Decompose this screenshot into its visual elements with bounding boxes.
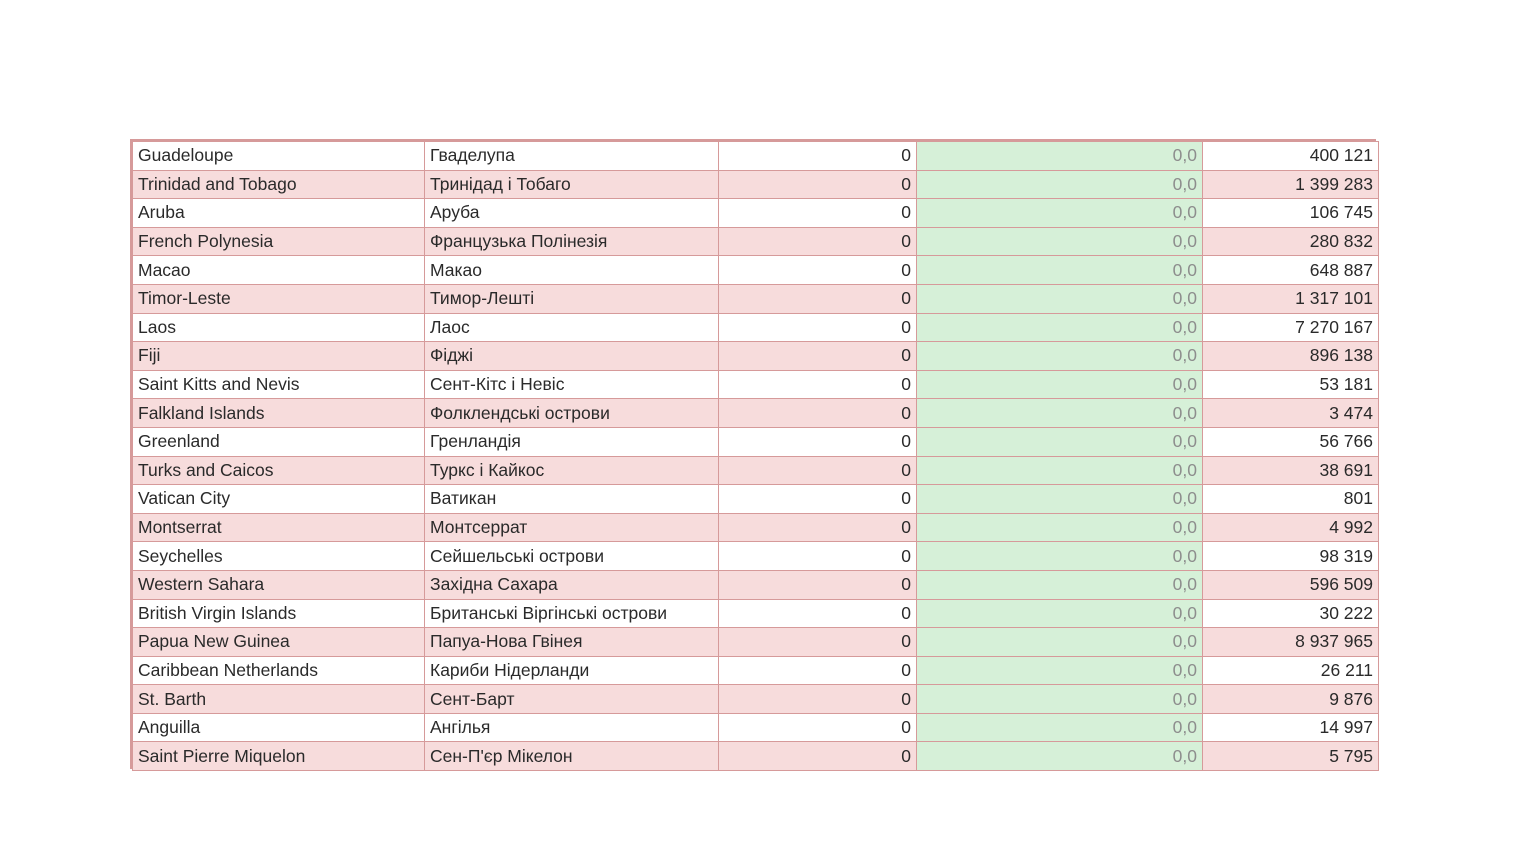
population-cell: 26 211 xyxy=(1203,656,1379,685)
count-cell: 0 xyxy=(719,685,917,714)
count-cell: 0 xyxy=(719,313,917,342)
count-cell: 0 xyxy=(719,370,917,399)
percent-cell: 0,0 xyxy=(917,456,1203,485)
population-cell: 9 876 xyxy=(1203,685,1379,714)
percent-cell: 0,0 xyxy=(917,199,1203,228)
country-name-uk-cell: Сейшельські острови xyxy=(425,542,719,571)
population-cell: 1 317 101 xyxy=(1203,284,1379,313)
percent-cell: 0,0 xyxy=(917,427,1203,456)
count-cell: 0 xyxy=(719,142,917,171)
percent-cell: 0,0 xyxy=(917,485,1203,514)
count-cell: 0 xyxy=(719,199,917,228)
population-cell: 3 474 xyxy=(1203,399,1379,428)
population-cell: 56 766 xyxy=(1203,427,1379,456)
country-name-uk-cell: Кариби Нідерланди xyxy=(425,656,719,685)
population-cell: 1 399 283 xyxy=(1203,170,1379,199)
percent-cell: 0,0 xyxy=(917,170,1203,199)
table-row xyxy=(133,256,1379,285)
country-name-en-cell: Aruba xyxy=(133,199,425,228)
count-cell: 0 xyxy=(719,170,917,199)
count-cell: 0 xyxy=(719,485,917,514)
table-row xyxy=(133,742,1379,771)
population-cell: 801 xyxy=(1203,485,1379,514)
table-row xyxy=(133,342,1379,371)
percent-cell: 0,0 xyxy=(917,628,1203,657)
count-cell: 0 xyxy=(719,513,917,542)
country-name-uk-cell: Ангілья xyxy=(425,713,719,742)
country-name-uk-cell: Фолклендські острови xyxy=(425,399,719,428)
table-row xyxy=(133,142,1379,171)
percent-cell: 0,0 xyxy=(917,713,1203,742)
percent-cell: 0,0 xyxy=(917,656,1203,685)
country-name-uk-cell: Сен-П'єр Мікелон xyxy=(425,742,719,771)
population-cell: 38 691 xyxy=(1203,456,1379,485)
table-row xyxy=(133,485,1379,514)
country-name-uk-cell: Французька Полінезія xyxy=(425,227,719,256)
country-name-en-cell: Timor-Leste xyxy=(133,284,425,313)
count-cell: 0 xyxy=(719,713,917,742)
country-name-uk-cell: Сент-Барт xyxy=(425,685,719,714)
country-name-uk-cell: Фіджі xyxy=(425,342,719,371)
country-name-en-cell: Western Sahara xyxy=(133,570,425,599)
country-name-en-cell: Turks and Caicos xyxy=(133,456,425,485)
country-name-uk-cell: Сент-Кітс і Невіс xyxy=(425,370,719,399)
percent-cell: 0,0 xyxy=(917,313,1203,342)
country-name-en-cell: Laos xyxy=(133,313,425,342)
population-cell: 648 887 xyxy=(1203,256,1379,285)
country-name-en-cell: Caribbean Netherlands xyxy=(133,656,425,685)
count-cell: 0 xyxy=(719,284,917,313)
count-cell: 0 xyxy=(719,227,917,256)
count-cell: 0 xyxy=(719,570,917,599)
country-name-en-cell: Macao xyxy=(133,256,425,285)
percent-cell: 0,0 xyxy=(917,599,1203,628)
country-name-en-cell: British Virgin Islands xyxy=(133,599,425,628)
table-row xyxy=(133,656,1379,685)
population-cell: 280 832 xyxy=(1203,227,1379,256)
count-cell: 0 xyxy=(719,542,917,571)
percent-cell: 0,0 xyxy=(917,685,1203,714)
country-name-en-cell: Fiji xyxy=(133,342,425,371)
table-row xyxy=(133,542,1379,571)
population-cell: 14 997 xyxy=(1203,713,1379,742)
country-name-uk-cell: Гваделупа xyxy=(425,142,719,171)
table-row xyxy=(133,313,1379,342)
percent-cell: 0,0 xyxy=(917,227,1203,256)
table-row xyxy=(133,570,1379,599)
country-name-uk-cell: Монтсеррат xyxy=(425,513,719,542)
table-row xyxy=(133,370,1379,399)
table-row xyxy=(133,599,1379,628)
country-name-en-cell: Guadeloupe xyxy=(133,142,425,171)
country-name-uk-cell: Лаос xyxy=(425,313,719,342)
country-name-uk-cell: Папуа-Нова Гвінея xyxy=(425,628,719,657)
table-row xyxy=(133,170,1379,199)
table-body xyxy=(133,142,1379,771)
table-row xyxy=(133,513,1379,542)
table-row xyxy=(133,399,1379,428)
population-cell: 7 270 167 xyxy=(1203,313,1379,342)
population-cell: 30 222 xyxy=(1203,599,1379,628)
population-cell: 98 319 xyxy=(1203,542,1379,571)
population-cell: 4 992 xyxy=(1203,513,1379,542)
country-name-uk-cell: Макао xyxy=(425,256,719,285)
table-row xyxy=(133,713,1379,742)
table-row xyxy=(133,685,1379,714)
country-name-en-cell: Anguilla xyxy=(133,713,425,742)
percent-cell: 0,0 xyxy=(917,513,1203,542)
country-name-en-cell: French Polynesia xyxy=(133,227,425,256)
count-cell: 0 xyxy=(719,427,917,456)
country-table xyxy=(130,139,1376,769)
country-name-uk-cell: Аруба xyxy=(425,199,719,228)
country-name-uk-cell: Британські Віргінські острови xyxy=(425,599,719,628)
population-cell: 8 937 965 xyxy=(1203,628,1379,657)
count-cell: 0 xyxy=(719,628,917,657)
count-cell: 0 xyxy=(719,456,917,485)
count-cell: 0 xyxy=(719,656,917,685)
count-cell: 0 xyxy=(719,256,917,285)
percent-cell: 0,0 xyxy=(917,742,1203,771)
country-name-uk-cell: Тринідад і Тобаго xyxy=(425,170,719,199)
percent-cell: 0,0 xyxy=(917,570,1203,599)
table-row xyxy=(133,227,1379,256)
country-name-uk-cell: Західна Сахара xyxy=(425,570,719,599)
count-cell: 0 xyxy=(719,399,917,428)
country-name-en-cell: Montserrat xyxy=(133,513,425,542)
country-name-en-cell: Vatican City xyxy=(133,485,425,514)
percent-cell: 0,0 xyxy=(917,256,1203,285)
table-row xyxy=(133,284,1379,313)
percent-cell: 0,0 xyxy=(917,284,1203,313)
data-table xyxy=(132,141,1379,771)
population-cell: 5 795 xyxy=(1203,742,1379,771)
table-row xyxy=(133,427,1379,456)
percent-cell: 0,0 xyxy=(917,370,1203,399)
percent-cell: 0,0 xyxy=(917,542,1203,571)
table-row xyxy=(133,456,1379,485)
count-cell: 0 xyxy=(719,599,917,628)
country-name-en-cell: Papua New Guinea xyxy=(133,628,425,657)
population-cell: 106 745 xyxy=(1203,199,1379,228)
population-cell: 896 138 xyxy=(1203,342,1379,371)
percent-cell: 0,0 xyxy=(917,142,1203,171)
count-cell: 0 xyxy=(719,742,917,771)
table-row xyxy=(133,199,1379,228)
population-cell: 400 121 xyxy=(1203,142,1379,171)
table-row xyxy=(133,628,1379,657)
percent-cell: 0,0 xyxy=(917,399,1203,428)
population-cell: 596 509 xyxy=(1203,570,1379,599)
count-cell: 0 xyxy=(719,342,917,371)
country-name-uk-cell: Туркс і Кайкос xyxy=(425,456,719,485)
country-name-uk-cell: Тимор-Лешті xyxy=(425,284,719,313)
percent-cell: 0,0 xyxy=(917,342,1203,371)
country-name-en-cell: Saint Kitts and Nevis xyxy=(133,370,425,399)
country-name-en-cell: Saint Pierre Miquelon xyxy=(133,742,425,771)
country-name-en-cell: Trinidad and Tobago xyxy=(133,170,425,199)
country-name-en-cell: Greenland xyxy=(133,427,425,456)
country-name-en-cell: St. Barth xyxy=(133,685,425,714)
population-cell: 53 181 xyxy=(1203,370,1379,399)
country-name-uk-cell: Гренландія xyxy=(425,427,719,456)
country-name-en-cell: Seychelles xyxy=(133,542,425,571)
country-name-uk-cell: Ватикан xyxy=(425,485,719,514)
country-name-en-cell: Falkland Islands xyxy=(133,399,425,428)
